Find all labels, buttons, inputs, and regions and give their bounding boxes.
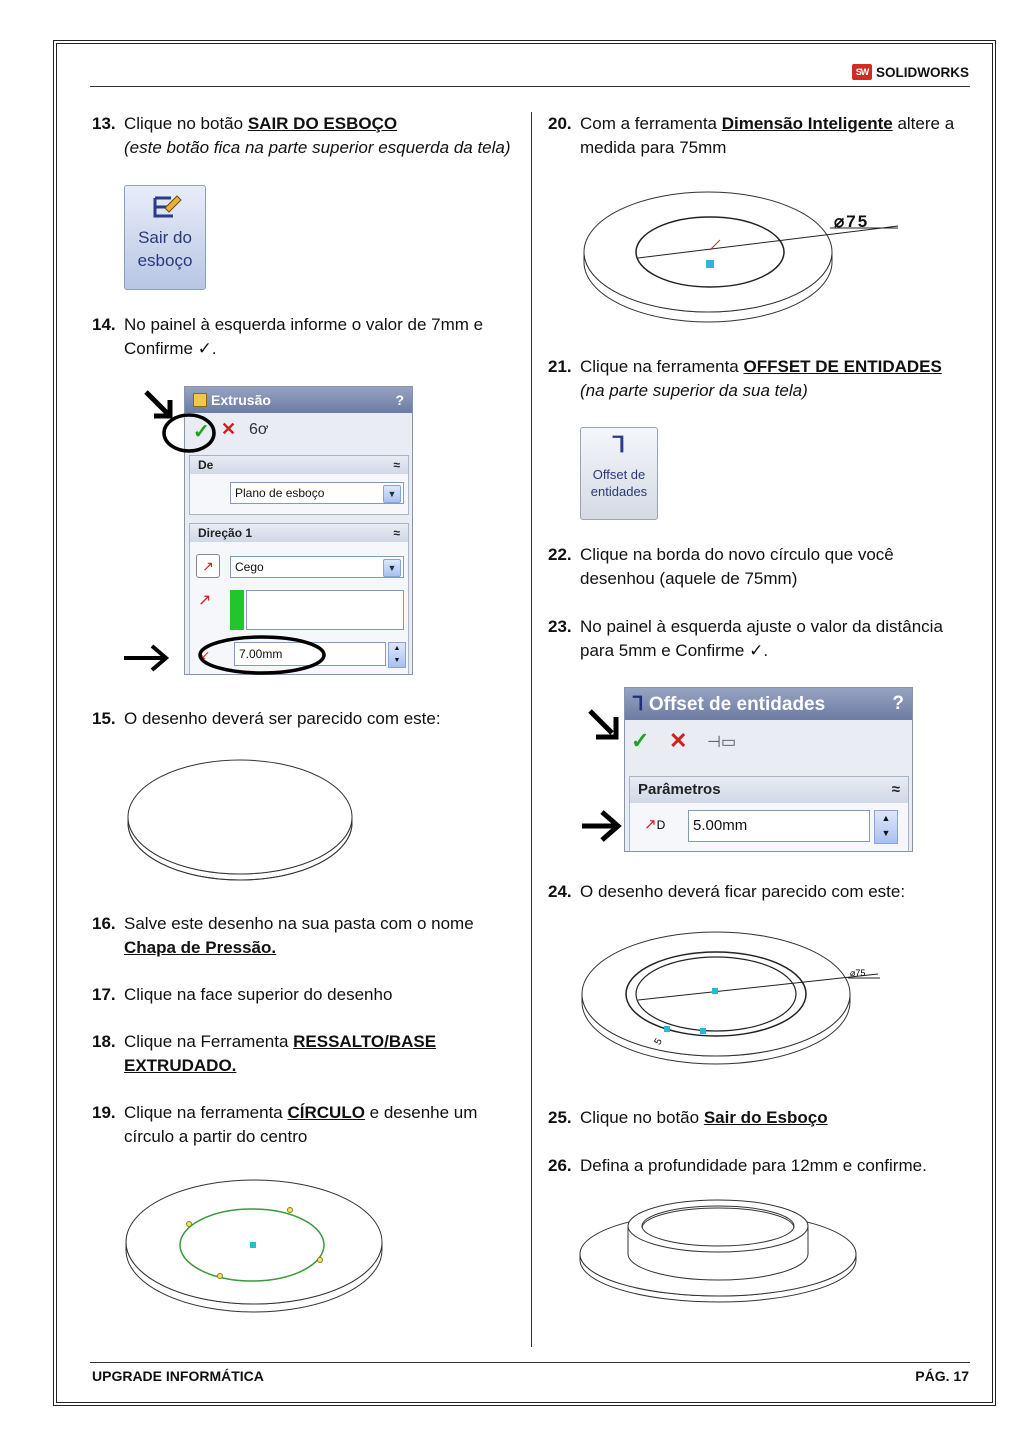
parameters-section: Parâmetros ≈ ↗D 5.00mm ▲ ▼	[629, 776, 909, 852]
pointer-arrow-icon	[584, 705, 634, 755]
brand-text: SOLIDWORKS	[876, 64, 969, 80]
header-brand	[852, 64, 969, 80]
dimension-label: ⌀75	[834, 212, 870, 231]
depth-spinner[interactable]: ▲ ▼	[388, 642, 406, 668]
offset-icon: ⅂	[633, 693, 644, 715]
offset-title-bar: ⅂ Offset de entidades ?	[625, 688, 912, 720]
end-condition-select[interactable]: Cego ▼	[230, 556, 404, 578]
disc-offset-drawing	[578, 928, 898, 1078]
cancel-x-icon[interactable]: ✕	[669, 728, 688, 753]
offset-icon: ⅂	[612, 432, 626, 457]
pointer-arrow-icon	[578, 806, 628, 846]
depth-highlight-ellipse	[198, 632, 338, 676]
sair-esboco-link: SAIR DO ESBOÇO	[247, 114, 398, 133]
offset-distance-input[interactable]: 5.00mm	[688, 810, 870, 842]
help-button[interactable]: ?	[395, 392, 404, 408]
step-number: 13.	[92, 114, 116, 133]
confirm-highlight-ellipse	[160, 408, 220, 458]
chevron-down-icon: ▼	[383, 485, 401, 503]
final-part-drawing	[578, 1196, 868, 1316]
collapse-icon: ≈	[393, 458, 400, 472]
color-indicator	[230, 590, 244, 630]
direction-section: Direção 1 ≈ ↗ Cego ▼ ↗ ↙ 7.00mm ▲ ▼	[189, 523, 409, 675]
cancel-x-icon[interactable]: ✕	[221, 419, 237, 439]
footer-left: UPGRADE INFORMÁTICA	[92, 1368, 264, 1384]
sketch-exit-icon	[145, 192, 185, 224]
extrusao-title-bar: Extrusão ?	[185, 387, 412, 413]
help-button[interactable]: ?	[892, 693, 904, 714]
offset-spinner[interactable]: ▲ ▼	[874, 810, 898, 844]
pin-icon[interactable]: ⊣▭	[707, 734, 737, 751]
confirm-check-icon[interactable]: ✓	[631, 728, 650, 753]
from-section: De ≈ Plano de esboço ▼	[189, 455, 409, 515]
from-select[interactable]: Plano de esboço ▼	[230, 482, 404, 504]
page-number: PÁG. 17	[915, 1368, 969, 1384]
preview-glasses-icon[interactable]: 6ơ	[249, 421, 269, 438]
depth-input[interactable]: 7.00mm	[234, 642, 386, 666]
pointer-arrow-icon	[120, 638, 180, 678]
solidworks-logo-icon: SW	[852, 64, 872, 80]
chevron-down-icon: ▼	[383, 559, 401, 577]
header-rule	[90, 86, 970, 87]
sair-esboco-button[interactable]: Sair do esboço	[124, 185, 206, 290]
svg-text:5: 5	[652, 1036, 665, 1047]
offset-panel	[624, 687, 913, 852]
offset-entidades-button[interactable]: ⅂ Offset de entidades	[580, 427, 658, 520]
svg-text:⌀75: ⌀75	[850, 968, 866, 978]
collapse-icon: ≈	[393, 526, 400, 540]
distance-icon: ↗D	[644, 816, 666, 833]
disc-drawing	[120, 750, 360, 890]
footer-rule	[90, 1362, 970, 1363]
direction-field[interactable]	[246, 590, 404, 630]
reverse-direction-icon[interactable]: ↗	[196, 554, 220, 578]
direction-arrow-icon: ↗	[198, 592, 212, 609]
confirm-check-icon[interactable]: ✓	[193, 421, 210, 443]
disc-dimension-drawing	[580, 188, 910, 328]
file-name-link: Chapa de Pressão.	[124, 938, 277, 957]
column-divider	[531, 112, 532, 1347]
depth-icon: ↙	[200, 648, 211, 662]
disc-circle-drawing	[122, 1172, 392, 1322]
